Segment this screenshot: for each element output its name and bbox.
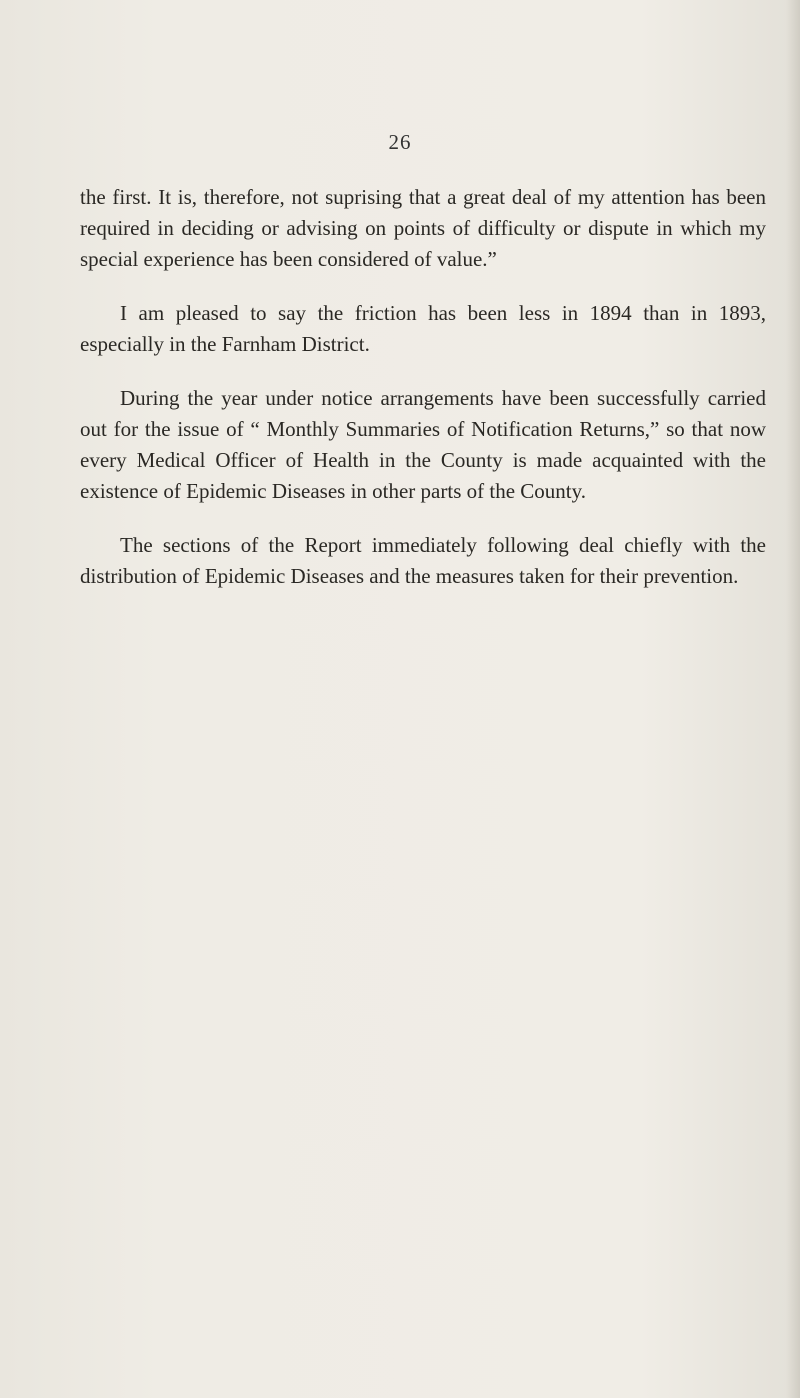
page-number: 26: [388, 130, 412, 154]
paragraph-2: I am pleased to say the friction has been less in 1894 than in 1893, especially in the Farnham District.: [80, 301, 766, 356]
paragraph-4: The sections of the Report immediately following deal chiefly with the distribution of Epidemic Diseases and the measures taken for their prevention.: [80, 533, 766, 588]
page-edge-shadow: [786, 0, 800, 1398]
paragraph-1: the first. It is, therefore, not suprising that a great deal of my attention has been required in deciding or advising on points of difficulty or dispute in which my special experience has been considered of value.”: [80, 185, 766, 271]
paragraph-3: During the year under notice arrangements have been successfully carried out for the issue of “ Monthly Summaries of Notification Returns,” so that now every Medical Officer of Health in the County is made acquainted with the existence of Epidemic Diseases in other parts of the County.: [80, 386, 766, 503]
body-text: [80, 182, 766, 615]
